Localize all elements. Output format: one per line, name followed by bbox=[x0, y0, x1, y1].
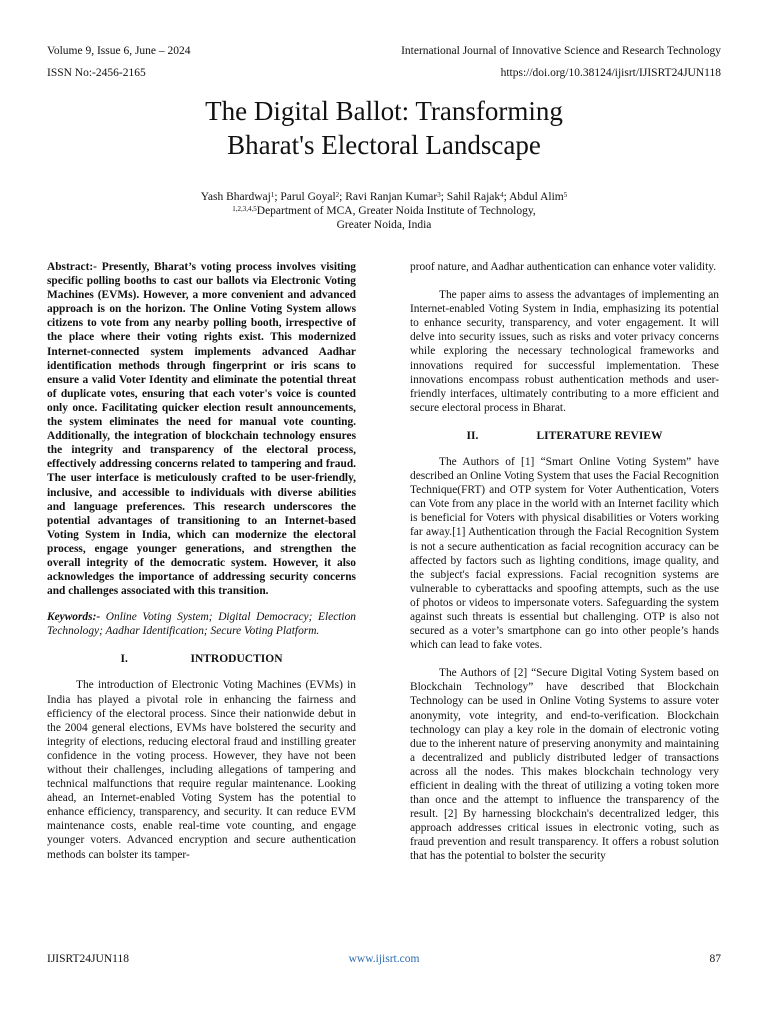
author-list: Yash Bhardwaj$^1$; Parul Goyal$^2$; Ravi Ranjan Kumar$^3$; Sahil Rajak$^4$; Abdul Alim$^5$ bbox=[200, 191, 568, 203]
section-number: I. bbox=[120, 653, 128, 666]
keywords-text: Online Voting System; Digital Democracy; Election Technology; Aadhar Identification; Secure Voting Platform. bbox=[47, 611, 356, 638]
title-line-1: The Digital Ballot: Transforming bbox=[205, 96, 563, 126]
intro-paragraph-2: The paper aims to assess the advantages of implementing an Internet-enabled Voting System in India, emphasizing its potential to enhance security, transparency, and voter engagement. It will delve into security issues, such as risks and voter privacy concerns while exploring the necessary technological frameworks and innovations required for successful implementation. These innovations encompass robust authentication methods and user-friendly interfaces, ultimately contributing to a more efficient and secure electoral process in Bharat. bbox=[410, 289, 719, 414]
literature-paragraph-1: The Authors of [1] “Smart Online Voting System” have described an Online Voting System that uses the Facial Recognition Technique(FRT) and OTP system for Voter Authentication, Voters can Vote from any place in the world with an Internet facility which is beneficial for Voters with physical disabilities or Voters working far away.[1] Authentication through the Facial Recognition System is not a secure authentication as facial recognition accuracy can be affected by factors such as lighting conditions, image quality, and the subject's facial expressions. Facial recognition systems are vulnerable to cyberattacks and spoofing attempts, such as the use of photos or videos to impersonate voters. Safeguarding the system against such threats is essential but challenging. OTP is also not secured as a voter’s smartphone can go into other people’s hands which can lead to fake votes. bbox=[410, 455, 719, 652]
issn: ISSN No:-2456-2165 bbox=[47, 67, 146, 79]
footer-paper-code: IJISRT24JUN118 bbox=[47, 953, 129, 965]
section-number: II. bbox=[466, 429, 479, 442]
paper-title bbox=[60, 94, 708, 162]
right-column bbox=[410, 260, 719, 864]
footer-website-link[interactable]: www.ijisrt.com bbox=[348, 953, 420, 965]
journal-name: International Journal of Innovative Science and Research Technology bbox=[401, 45, 721, 57]
volume-info: Volume 9, Issue 6, June – 2024 bbox=[47, 45, 191, 57]
author-block bbox=[60, 190, 708, 232]
literature-paragraph-2: The Authors of [2] “Secure Digital Voting System based on Blockchain Technology” have described that Blockchain Technology can be used in Online Voting Systems to assure voter anonymity, vote integrity, and end-to-verification. Blockchain technology can play a key role in the domain of electronic voting due to the inherent nature of preserving anonymity and maintaining a decentralized and publicly distributed ledger of transactions across all the nodes. This makes blockchain technology very efficient in dealing with the threat of utilizing a voting token more than once and the attempt to influence the transparency of the result. [2] By harnessing blockchain's decentralized ledger, this approach addresses critical issues in electronic voting, such as fraud prevention and result transparency. It offers a robust solution that has the potential to bolster the security bbox=[410, 667, 719, 863]
abstract: Abstract:- Presently, Bharat’s voting process involves visiting specific polling booths to cast our ballots via Electronic Voting Machines (EVMs). However, a more convenient and advanced approach is on the horizon. The Online Voting System allows citizens to vote from any nearby polling booth, irrespective of the place where their voting rights exist. This modernized Internet-connected system implements advanced Aadhar identification methods through fingerprint or iris scans to ensure a valid Voter Identity and eliminate the potential threat of duplicate votes, ensuring that each voter's voice is counted only once. Facilitating quicker election result announcements, the system eliminates the need for manual vote counting. Additionally, the integration of blockchain technology ensures the integrity and transparency of the electoral process, effectively addressing concerns related to tampering and fraud. The user interface is meticulously crafted to be user-friendly, inclusive, and accessible to individuals with diverse abilities and language preferences. This research underscores the potential advantages of transitioning to an Internet-based Voting System in India, which can modernize the electoral process, engage younger generations, and strengthen the overall integrity of the democratic system. However, it also acknowledges the importance of addressing security concerns and challenges associated with this transition. bbox=[47, 261, 356, 598]
section-heading-literature-review bbox=[410, 429, 719, 443]
doi-link[interactable]: https://doi.org/10.38124/ijisrt/IJISRT24JUN118 bbox=[500, 67, 721, 79]
affiliation: $^{1,2,3,4,5}$Department of MCA, Greater Noida Institute of Technology, bbox=[232, 205, 536, 217]
keywords-label: Keywords:- bbox=[47, 611, 101, 624]
section-title: INTRODUCTION bbox=[190, 653, 283, 666]
left-column bbox=[47, 260, 356, 862]
page-number: 87 bbox=[709, 953, 721, 965]
title-line-2: Bharat's Electoral Landscape bbox=[227, 130, 541, 160]
affiliation-city: Greater Noida, India bbox=[336, 219, 432, 231]
intro-paragraph-1-continued: proof nature, and Aadhar authentication can enhance voter validity. bbox=[410, 261, 717, 273]
section-title: LITERATURE REVIEW bbox=[536, 429, 663, 442]
intro-paragraph-1: The introduction of Electronic Voting Machines (EVMs) in India has played a pivotal role in enhancing the fairness and efficiency of the electoral process. Since their nationwide debut in the 2004 general elections, EVMs have bolstered the security and integrity of elections, reducing electoral fraud and instilling greater confidence in the voting process. However, they have not been without their challenges, including allegations of tampering and technical malfunctions that require regular maintenance. Looking ahead, an Internet-enabled Voting System has the potential to enhance efficiency, transparency, and security. It can reduce EVM maintenance costs, enable real-time vote counting, and engage younger voters. Advanced encryption and secure authentication methods can bolster its tamper- bbox=[47, 679, 356, 861]
section-heading-introduction bbox=[47, 652, 356, 666]
keywords bbox=[47, 610, 356, 638]
